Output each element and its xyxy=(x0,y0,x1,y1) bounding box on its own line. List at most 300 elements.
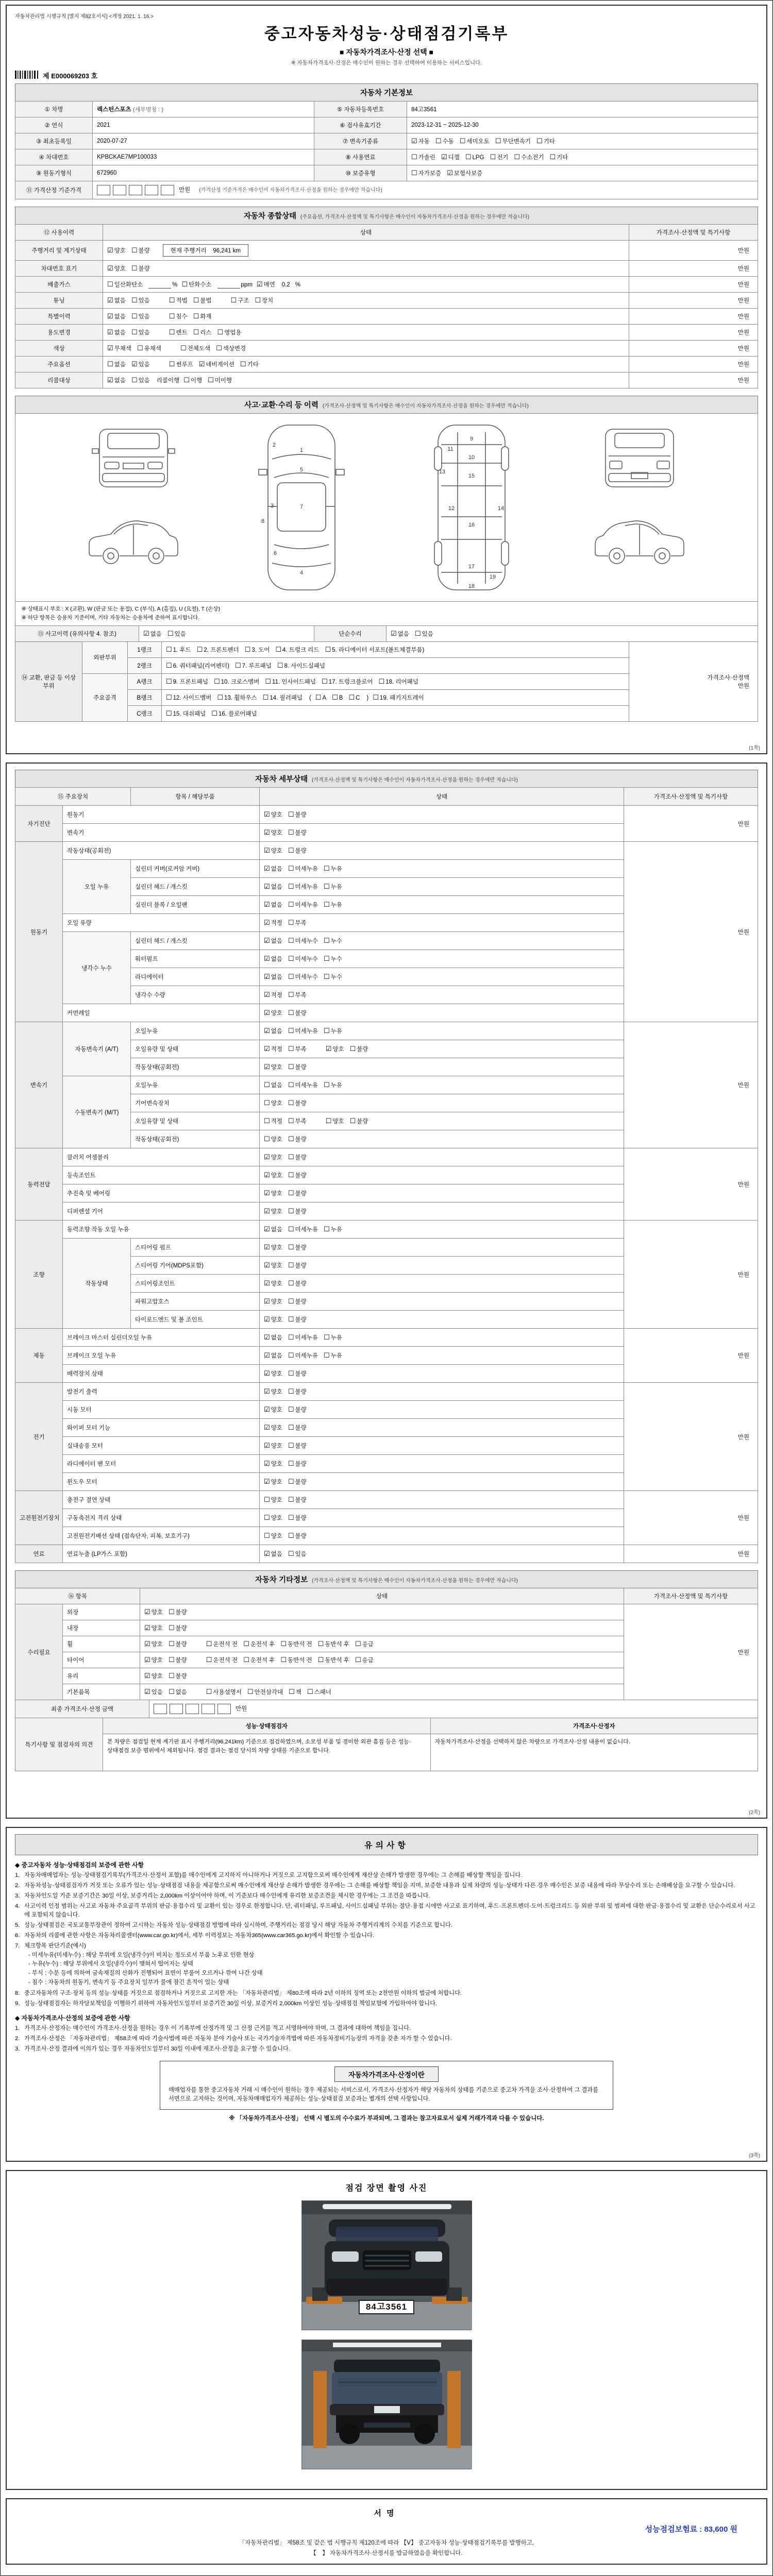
checkbox[interactable]: ☐ 불량 xyxy=(288,1261,307,1269)
checkbox[interactable]: ☑ 양호 xyxy=(264,1207,282,1215)
checkbox[interactable]: ☐ 불량 xyxy=(288,1207,307,1215)
empty-box-icon: ☐ xyxy=(107,360,113,368)
checked-box-icon: ☑ xyxy=(131,360,138,368)
checkbox[interactable]: ☐ 있음 xyxy=(131,376,150,384)
row-label: 특별이력 xyxy=(15,309,103,325)
checkbox[interactable]: ☐ 누유 xyxy=(323,1333,342,1341)
comp-row xyxy=(15,241,758,261)
checkbox[interactable]: ☐ 17. 트렁크플로어 xyxy=(322,677,373,685)
empty-box-icon: ☐ xyxy=(264,1117,270,1125)
diagram-part-number: 11 xyxy=(447,446,454,452)
checkbox[interactable]: ☐ 리스 xyxy=(193,328,212,336)
price-digit-box[interactable] xyxy=(129,185,142,195)
checkbox[interactable]: ☑ 없음 xyxy=(264,883,282,890)
checkbox[interactable]: ☐ 불량 xyxy=(288,1171,307,1179)
checkbox[interactable]: ☐ 자가보증 xyxy=(411,169,442,177)
checkbox[interactable]: ☐ 불량 xyxy=(349,1045,368,1053)
field-label-vin: ④ 차대번호 xyxy=(15,149,93,165)
item-label: 실린더 헤드 / 개스킷 xyxy=(131,878,260,896)
checked-box-icon: ☑ xyxy=(264,1207,270,1215)
blank-field[interactable] xyxy=(148,282,171,289)
checkbox[interactable]: ☐ 누유 xyxy=(323,1081,342,1089)
checkbox[interactable]: ☐ 불법 xyxy=(193,296,212,304)
checkbox[interactable]: ☐ 불량 xyxy=(168,1656,187,1664)
checkbox[interactable]: ☐ 응급 xyxy=(355,1656,374,1664)
checkbox[interactable]: ☑ 양호 xyxy=(264,1369,282,1377)
empty-box-icon: ☐ xyxy=(206,1640,212,1648)
checkbox[interactable]: ☐ 12. 사이드멤버 xyxy=(166,693,212,701)
checkbox[interactable]: ☑ 없음 xyxy=(264,973,282,980)
checkbox[interactable]: ☐ 렌트 xyxy=(169,328,188,336)
checkbox[interactable]: ☑ 양호 xyxy=(144,1640,163,1648)
checkbox[interactable]: ☑ 없음 xyxy=(264,937,282,944)
checkbox[interactable]: ☑ 양호 xyxy=(264,1442,282,1449)
empty-box-icon: ☐ xyxy=(288,1243,294,1251)
checkbox[interactable]: ☐ 불량 xyxy=(168,1608,187,1616)
checkbox[interactable]: ☐ 부족 xyxy=(288,1117,307,1125)
notice-number: 8. xyxy=(15,1990,20,1997)
page-mark-3: (3쪽) xyxy=(749,2153,760,2159)
price-digit-box[interactable] xyxy=(145,185,158,195)
checkbox[interactable]: ☑ 양호 xyxy=(144,1624,163,1632)
price-cell: 만원 xyxy=(629,309,758,325)
checkbox[interactable]: ☐ 없음 xyxy=(264,1081,282,1089)
checkbox[interactable]: ☐ 미이행 xyxy=(208,376,232,384)
checkbox[interactable]: ☑ 양호 xyxy=(264,1460,282,1467)
checkbox[interactable]: ☐ 있음 xyxy=(288,1550,307,1557)
checkbox[interactable]: ☐ 불량 xyxy=(288,1243,307,1251)
checkbox[interactable]: ☐ 부족 xyxy=(288,1045,307,1053)
checkbox[interactable]: ☐ 누유 xyxy=(323,1027,342,1035)
checkbox[interactable]: ☑ 양호 xyxy=(144,1656,163,1664)
diagram-part-number: 10 xyxy=(468,454,475,461)
checkbox[interactable]: ☐ 불량 xyxy=(288,1279,307,1287)
checkbox[interactable]: ☑ 있음 xyxy=(144,1688,163,1696)
notice-text: 사고이력 인정 범위는 사고로 자동차 주요골격 부위의 판금·용접수리 및 교환이 있는 경우로 한정합니다. 단, 쿼터패널, 루프패널, 사이드실패널 부위는 절단·용접 시에만 사고로 표기하며, 후드·프론트펜더·도어·트렁크리드 등 외판 부위 및 범퍼에 대한 판금·용접수리 및 교환은 단순수리로서 사고에 포함되지 않습니다. xyxy=(24,1903,755,1918)
checkbox[interactable]: ☐ 동반석 전 xyxy=(280,1656,312,1664)
checkbox[interactable]: ☐ 13. 휠하우스 xyxy=(217,693,257,701)
checkbox[interactable]: ☐ 운전석 전 xyxy=(206,1656,238,1664)
value-box: 현재 주행거리 96,241 km xyxy=(163,244,248,257)
checkbox[interactable]: ☐ 18. 리어패널 xyxy=(378,677,418,685)
checkbox[interactable]: ☑ 양호 xyxy=(264,810,282,818)
checkbox[interactable]: ☐ 양호 xyxy=(264,1532,282,1539)
checkbox[interactable]: ☐ 불량 xyxy=(288,1442,307,1449)
checked-box-icon: ☑ xyxy=(391,629,397,637)
checkbox[interactable]: ☐ 불량 xyxy=(288,828,307,836)
checkbox[interactable]: ☐ 색상변경 xyxy=(216,344,246,352)
checked-box-icon: ☑ xyxy=(264,1478,270,1485)
checkbox[interactable]: ☐ 구조 xyxy=(230,296,249,304)
checkbox[interactable]: ☐ 미세누유 xyxy=(288,901,318,908)
checkbox[interactable]: ☑ 양호 xyxy=(264,828,282,836)
checkbox[interactable]: ☑ 양호 xyxy=(264,1315,282,1323)
checkbox[interactable]: ☐ 불량 xyxy=(131,264,150,272)
checkbox[interactable]: ☐ 무단변속기 xyxy=(495,137,531,145)
empty-box-icon: ☐ xyxy=(262,693,269,701)
checkbox[interactable]: ☑ 양호 xyxy=(264,1297,282,1305)
checkbox[interactable]: ☐ 7. 루프패널 xyxy=(234,661,272,669)
empty-box-icon: ☐ xyxy=(288,1478,294,1485)
checkbox[interactable]: ☐ 운전석 후 xyxy=(243,1656,275,1664)
price-cell: 만원 xyxy=(629,277,758,293)
checkbox[interactable]: ☐ 양호 xyxy=(264,1514,282,1521)
checkbox[interactable]: ☐ 불량 xyxy=(288,1387,307,1395)
checkbox[interactable]: ☐ 부족 xyxy=(288,991,307,998)
checkbox[interactable]: ☐ C xyxy=(348,693,360,701)
checkbox[interactable]: ☑ 양호 xyxy=(107,246,126,254)
checkbox[interactable]: ☐ 불량 xyxy=(288,1405,307,1413)
item-state xyxy=(260,1401,624,1419)
checkbox[interactable]: ☐ 10. 크로스멤버 xyxy=(214,677,260,685)
checkbox[interactable]: ☐ 영업용 xyxy=(217,328,242,336)
device-sub-label: 작동상태 xyxy=(63,1239,131,1329)
checkbox[interactable]: ☐ 불량 xyxy=(168,1640,187,1648)
checkbox[interactable]: ☐ 양호 xyxy=(264,1135,282,1143)
checkbox[interactable]: ☐ 미세누유 xyxy=(288,1333,318,1341)
checkbox[interactable]: ☐ 불량 xyxy=(288,1460,307,1467)
checkbox[interactable]: ☐ 세미오토 xyxy=(459,137,490,145)
checkbox[interactable]: ☑ 없음 xyxy=(264,901,282,908)
empty-box-icon: ☐ xyxy=(323,1027,330,1035)
checkbox[interactable]: ☑ 매연 xyxy=(256,280,275,288)
checkbox[interactable]: ☑ 양호 xyxy=(264,1189,282,1197)
empty-box-icon: ☐ xyxy=(288,1009,294,1016)
empty-box-icon: ☐ xyxy=(288,1496,294,1503)
price-digit-box[interactable] xyxy=(97,185,110,195)
checkbox[interactable]: ☐ 불량 xyxy=(288,1514,307,1521)
checkbox[interactable]: ☑ 없음 xyxy=(264,955,282,962)
checkbox[interactable]: ☐ 미세누유 xyxy=(288,1027,318,1035)
checkbox[interactable]: ☑ 양호 xyxy=(144,1672,163,1680)
checkbox[interactable]: ☑ 양호 xyxy=(264,1009,282,1016)
checkbox[interactable]: ☐ 미세누수 xyxy=(288,937,318,944)
checkbox[interactable]: ☐ 없음 xyxy=(168,1688,187,1696)
comp-row xyxy=(15,357,758,372)
checkbox[interactable]: ☐ A xyxy=(315,693,327,701)
checkbox[interactable]: ☐ 동반석 전 xyxy=(280,1640,312,1648)
checkbox[interactable]: ☑ 없음 xyxy=(107,312,126,320)
checkbox[interactable]: ☐ 수소전기 xyxy=(514,153,544,161)
checkbox[interactable]: ☑ 양호 xyxy=(264,1063,282,1071)
checkbox[interactable]: ☐ 양호 xyxy=(264,1496,282,1503)
checkbox[interactable]: ☑ 적정 xyxy=(264,919,282,926)
checkbox[interactable]: ☑ 양호 xyxy=(264,1243,282,1251)
empty-box-icon: ☐ xyxy=(264,1135,270,1143)
checkbox[interactable]: ☐ 1. 후드 xyxy=(166,645,191,653)
checkbox[interactable]: ☑ 네비게이션 xyxy=(198,360,234,368)
checkbox[interactable]: ☐ 있음 xyxy=(167,629,186,637)
checkbox[interactable]: ☐ 누유 xyxy=(323,883,342,890)
checkbox[interactable]: ☐ 16. 플로어패널 xyxy=(211,709,257,717)
checkbox[interactable]: ☐ 불량 xyxy=(288,1315,307,1323)
checkbox[interactable]: ☐ 부족 xyxy=(288,919,307,926)
checkbox[interactable]: ☐ 불량 xyxy=(288,1297,307,1305)
checkbox[interactable]: ☐ 14. 필러패널 xyxy=(262,693,303,701)
item-state xyxy=(260,1094,624,1112)
checkbox[interactable]: ☐ 안전삼각대 xyxy=(247,1688,283,1696)
checkbox[interactable]: ☑ 없음 xyxy=(264,1333,282,1341)
checkbox[interactable]: ☐ 불량 xyxy=(288,1063,307,1071)
checkbox[interactable]: ☑ 적정 xyxy=(264,1045,282,1053)
checkbox[interactable]: ☐ 11. 인사이드패널 xyxy=(265,677,316,685)
checkbox[interactable]: ☑ 없음 xyxy=(107,328,126,336)
empty-box-icon: ☐ xyxy=(214,677,220,685)
checkbox[interactable]: ☑ 없음 xyxy=(107,296,126,304)
checkbox[interactable]: ☑ 양호 xyxy=(264,1279,282,1287)
row-label: 차대번호 표기 xyxy=(15,261,103,277)
blank-field[interactable] xyxy=(217,282,240,289)
checkbox[interactable]: ☐ 이행 xyxy=(183,376,203,384)
checkbox[interactable]: ☐ 19. 패키지트레이 xyxy=(373,693,424,701)
checkbox[interactable]: ☐ 불량 xyxy=(288,1099,307,1107)
checked-box-icon: ☑ xyxy=(264,828,270,836)
inline-label: % xyxy=(295,282,301,288)
checkbox[interactable]: ☐ 불량 xyxy=(288,1189,307,1197)
checkbox[interactable]: ☐ 있음 xyxy=(131,312,150,320)
checkbox[interactable]: ☑ 없음 xyxy=(264,1027,282,1035)
empty-box-icon: ☐ xyxy=(288,1153,294,1161)
price-digit-box[interactable] xyxy=(161,185,174,195)
checkbox[interactable]: ☑ 디젤 xyxy=(441,153,460,161)
checkbox[interactable]: ☐ 잭 xyxy=(289,1688,301,1696)
checkbox[interactable]: ☐ 불량 xyxy=(288,1135,307,1143)
form-ref-note: 자동차관리법 시행규칙 [별지 제82호서식] <개정 2021. 1. 16.> xyxy=(15,14,154,20)
checkbox[interactable]: ☐ 수동 xyxy=(435,137,454,145)
checkbox[interactable]: ☑ 있음 xyxy=(131,360,150,368)
checkbox[interactable]: ☐ 9. 프론트패널 xyxy=(166,677,208,685)
empty-box-icon: ☐ xyxy=(275,645,281,653)
item-label: 발전기 출력 xyxy=(63,1383,260,1401)
checkbox[interactable]: ☐ 불량 xyxy=(168,1672,187,1680)
checkbox[interactable]: ☐ 일산화탄소 xyxy=(107,280,143,288)
empty-box-icon: ☐ xyxy=(459,137,466,145)
exchange-row xyxy=(15,641,758,657)
checkbox[interactable]: ☐ 누유 xyxy=(323,1351,342,1359)
opinion-col-appraiser: 가격조사·산정자 xyxy=(430,1718,758,1734)
checkbox[interactable]: ☐ 기타 xyxy=(536,137,555,145)
device-group-label: 조향 xyxy=(15,1221,63,1329)
checkbox[interactable]: ☐ 5. 라디에이터 서포트(볼트체결부품) xyxy=(325,645,425,653)
checked-box-icon: ☑ xyxy=(264,846,270,854)
item-label: 내장 xyxy=(63,1620,140,1636)
checkbox[interactable]: ☑ 없음 xyxy=(107,376,126,384)
checkbox[interactable]: ☐ 누수 xyxy=(323,973,342,980)
checkbox[interactable]: ☐ 6. 쿼터패널(리어펜더) xyxy=(166,661,229,669)
checkbox[interactable]: ☐ 침수 xyxy=(169,312,188,320)
item-label: 스티어링 기어(MDPS포함) xyxy=(131,1257,260,1275)
notice-text: 체크항목 판단기준(예시) - 미세누유(미세누수) : 해당 부위에 오일(냉각수)이 비치는 정도로서 부품 노후로 인한 현상 - 누유(누수) : 해당 부위에서 오일(냉각수)이 맺혀서 떨어지는 상태 - 부식 : 수분 등에 의하여 금속재질의 산화가 진행되어 표면이 부풀어 오르거나 깎여 나간 상태 - 침수 : 자동차의 원동기, 변속기 등 주요장치 일부가 물에 잠긴 흔적이 있는 상태 xyxy=(24,1942,758,1988)
item-label: 작동상태(공회전) xyxy=(63,842,260,860)
price-digit-box[interactable] xyxy=(154,1704,167,1714)
item-label: 오일유량 및 상태 xyxy=(131,1112,260,1130)
checkbox[interactable]: ☐ B xyxy=(332,693,343,701)
checkbox[interactable]: ☑ 양호 xyxy=(107,264,126,272)
checkbox[interactable]: ☐ 누유 xyxy=(323,901,342,908)
checkbox[interactable]: ☐ 8. 사이드실패널 xyxy=(277,661,325,669)
row-label: 주요옵션 xyxy=(15,357,103,372)
col-header-usage: ⑫ 사용이력 xyxy=(15,225,103,241)
checkbox[interactable]: ☑ 없음 xyxy=(391,629,409,637)
col-header-price: 가격조사·산정액 및 특기사항 xyxy=(624,788,758,806)
checkbox[interactable]: ☐ 4. 트렁크 리드 xyxy=(275,645,320,653)
checkbox[interactable]: ☐ 탄화수소 xyxy=(181,280,212,288)
empty-box-icon: ☐ xyxy=(288,1063,294,1071)
base-price-cell xyxy=(93,181,758,199)
checkbox[interactable]: ☐ 있음 xyxy=(131,328,150,336)
checked-box-icon: ☑ xyxy=(107,246,113,254)
checkbox[interactable]: ☐ 누유 xyxy=(323,865,342,872)
checkbox[interactable]: ☐ 적법 xyxy=(169,296,188,304)
checkbox[interactable]: ☐ 불량 xyxy=(288,1478,307,1485)
checkbox[interactable]: ☐ 기타 xyxy=(240,360,259,368)
checkbox[interactable]: ☑ 없음 xyxy=(143,629,162,637)
section-title-accident: 사고·교환·수리 등 이력 (가격조사·산정액 및 특기사항은 매수인이 자동차가격조사·산정을 원하는 경우에만 적습니다) xyxy=(15,396,758,414)
price-digit-box[interactable] xyxy=(170,1704,183,1714)
opinion-label: 특기사항 및 점검자의 의견 xyxy=(15,1718,103,1771)
checkbox[interactable]: ☐ 있음 xyxy=(414,629,433,637)
empty-box-icon: ☐ xyxy=(323,865,330,872)
notices-section xyxy=(6,1827,767,2162)
misc-group-label: 수리필요 xyxy=(15,1604,63,1700)
checkbox[interactable]: ☐ 기타 xyxy=(549,153,568,161)
notice-text: 가격조사·산정은 「자동차관리법」 제58조에 따라 기술사법에 따른 자동차 분야 기술사 또는 국가기술자격법에 따른 자동차정비기능장의 자격을 갖춘 자가 할 수 있습니다. xyxy=(24,2036,452,2042)
checkbox[interactable]: ☐ 미세누수 xyxy=(288,955,318,962)
diagram-part-number: 18 xyxy=(468,583,475,589)
checkbox[interactable]: ☐ 미세누유 xyxy=(288,1225,318,1233)
checkbox[interactable]: ☐ 양호 xyxy=(264,1099,282,1107)
checkbox[interactable]: ☐ 운전석 전 xyxy=(206,1640,238,1648)
checkbox[interactable]: ☐ 누수 xyxy=(323,955,342,962)
checkbox[interactable]: ☐ 불량 xyxy=(288,1496,307,1503)
checkbox[interactable]: ☐ 동반석 후 xyxy=(317,1640,349,1648)
empty-box-icon: ☐ xyxy=(208,376,214,384)
checkbox[interactable]: ☐ 적정 xyxy=(264,1117,282,1125)
price-cell: 만원 xyxy=(629,293,758,309)
price-digit-box[interactable] xyxy=(201,1704,215,1714)
item-label: 기어변속장치 xyxy=(131,1094,260,1112)
empty-box-icon: ☐ xyxy=(264,1514,270,1521)
item-state xyxy=(260,1311,624,1329)
inspection-insurance-fee: 성능점검보험료 : 83,600 원 xyxy=(645,2525,737,2534)
device-sub-label: 자동변속기 (A/T) xyxy=(63,1022,131,1076)
checkbox[interactable]: ☐ 불량 xyxy=(288,1009,307,1016)
checkbox[interactable]: ☐ 미세누수 xyxy=(288,973,318,980)
item-state xyxy=(260,842,624,860)
checkbox[interactable]: ☐ 3. 도어 xyxy=(244,645,270,653)
item-state xyxy=(140,1652,624,1668)
checkbox[interactable]: ☐ 불량 xyxy=(288,810,307,818)
item-label: 휠 xyxy=(63,1636,140,1652)
checkbox[interactable]: ☐ 불량 xyxy=(349,1117,368,1125)
checkbox[interactable]: ☑ 양호 xyxy=(264,1261,282,1269)
checkbox[interactable]: ☐ 사용설명서 xyxy=(206,1688,242,1696)
checkbox[interactable]: ☐ 없음 xyxy=(107,360,126,368)
checkbox[interactable]: ☐ 누수 xyxy=(323,937,342,944)
checkbox[interactable]: ☐ 누유 xyxy=(323,1225,342,1233)
checkbox[interactable]: ☑ 양호 xyxy=(264,1405,282,1413)
checkbox[interactable]: ☑ 양호 xyxy=(144,1608,163,1616)
device-group-label: 연료 xyxy=(15,1545,63,1563)
empty-box-icon: ☐ xyxy=(536,137,543,145)
price-digit-box[interactable] xyxy=(217,1704,231,1714)
checkbox[interactable]: ☑ 없음 xyxy=(264,1225,282,1233)
panel-items xyxy=(162,689,629,705)
row-state xyxy=(103,372,629,388)
checkbox[interactable]: ☐ LPG xyxy=(465,153,484,161)
checkbox[interactable]: ☐ 불량 xyxy=(288,846,307,854)
checked-box-icon: ☑ xyxy=(264,1423,270,1431)
checkbox[interactable]: ☑ 없음 xyxy=(264,1550,282,1557)
price-digit-box[interactable] xyxy=(113,185,126,195)
row-state xyxy=(103,241,629,261)
checkbox[interactable]: ☐ 양호 xyxy=(325,1117,344,1125)
checkbox[interactable]: ☐ 응급 xyxy=(355,1640,374,1648)
checkbox[interactable]: ☐ 불량 xyxy=(131,246,150,254)
checkbox[interactable]: ☐ 불량 xyxy=(288,1532,307,1539)
checked-box-icon: ☑ xyxy=(264,1387,270,1395)
checkbox[interactable]: ☑ 무채색 xyxy=(107,344,131,352)
checkbox[interactable]: ☑ 양호 xyxy=(264,1171,282,1179)
doc-number: 제 E000069203 호 xyxy=(43,72,98,80)
checkbox[interactable]: ☐ 화재 xyxy=(193,312,212,320)
checkbox[interactable]: ☐ 불량 xyxy=(168,1624,187,1632)
item-label: 시동 모터 xyxy=(63,1401,260,1419)
item-label: 실내송풍 모터 xyxy=(63,1437,260,1455)
checkbox[interactable]: ☐ 미세누유 xyxy=(288,883,318,890)
checkbox[interactable]: ☐ 운전석 후 xyxy=(243,1640,275,1648)
price-cell: 만원 xyxy=(629,325,758,341)
empty-box-icon: ☐ xyxy=(193,296,199,304)
checkbox[interactable]: ☐ 불량 xyxy=(288,1369,307,1377)
checkbox[interactable]: ☑ 양호 xyxy=(264,1153,282,1161)
checkbox[interactable]: ☑ 양호 xyxy=(325,1045,344,1053)
checkbox[interactable]: ☐ 유채색 xyxy=(137,344,161,352)
checkbox[interactable]: ☐ 장치 xyxy=(255,296,274,304)
empty-box-icon: ☐ xyxy=(288,955,294,962)
checkbox[interactable]: ☐ 불량 xyxy=(288,1423,307,1431)
checkbox[interactable]: ☐ 가솔린 xyxy=(411,153,435,161)
notice-text: 자동차매매업자는 성능·상태점검기록부(가격조사·산정서 포함)를 매수인에게 고지하지 아니하거나 거짓으로 고지함으로써 매수인에게 재산상 손해가 발생한 경우에는 그 손해를 배상할 책임을 집니다. xyxy=(24,1872,523,1878)
checkbox[interactable]: ☑ 보험사보증 xyxy=(447,169,483,177)
checkbox[interactable]: ☐ 미세누유 xyxy=(288,865,318,872)
checkbox[interactable]: ☑ 양호 xyxy=(264,846,282,854)
checkbox[interactable]: ☑ 양호 xyxy=(264,1423,282,1431)
checkbox[interactable]: ☐ 스패너 xyxy=(307,1688,331,1696)
definition-text: 매매업자를 통한 중고자동차 거래 시 매수인이 원하는 경우 제공되는 서비스로서, 가격조사·산정자가 해당 자동차의 상태를 기준으로 중고차 가격을 조사·산정하여 그 결과를 서면으로 고지하는 것이며, 자동차매매업자가 제공하는 성능·상태점검 보증과는 별개의 선택 사항입니다. xyxy=(169,2087,599,2103)
checkbox[interactable]: ☐ 전기 xyxy=(490,153,509,161)
checkbox[interactable]: ☐ 동반석 후 xyxy=(317,1656,349,1664)
checkbox[interactable]: ☑ 적정 xyxy=(264,991,282,998)
checkbox[interactable]: ☐ 전체도색 xyxy=(180,344,211,352)
checkbox[interactable]: ☐ 미세누유 xyxy=(288,1351,318,1359)
checkbox[interactable]: ☑ 자동 xyxy=(411,137,430,145)
checkbox[interactable]: ☐ 2. 프론트펜더 xyxy=(196,645,239,653)
checkbox[interactable]: ☑ 양호 xyxy=(264,1387,282,1395)
checked-box-icon: ☑ xyxy=(264,1550,270,1557)
price-digit-box[interactable] xyxy=(186,1704,199,1714)
checkbox[interactable]: ☑ 없음 xyxy=(264,865,282,872)
checkbox[interactable]: ☐ 썬루프 xyxy=(169,360,193,368)
checkbox[interactable]: ☐ 있음 xyxy=(131,296,150,304)
checkbox[interactable]: ☐ 15. 대쉬패널 xyxy=(166,709,206,717)
checkbox[interactable]: ☑ 양호 xyxy=(264,1478,282,1485)
item-state xyxy=(260,806,624,824)
empty-box-icon: ☐ xyxy=(193,328,199,336)
checkbox[interactable]: ☐ 미세누유 xyxy=(288,1081,318,1089)
checkbox[interactable]: ☑ 없음 xyxy=(264,1351,282,1359)
checkbox[interactable]: ☐ 불량 xyxy=(288,1153,307,1161)
